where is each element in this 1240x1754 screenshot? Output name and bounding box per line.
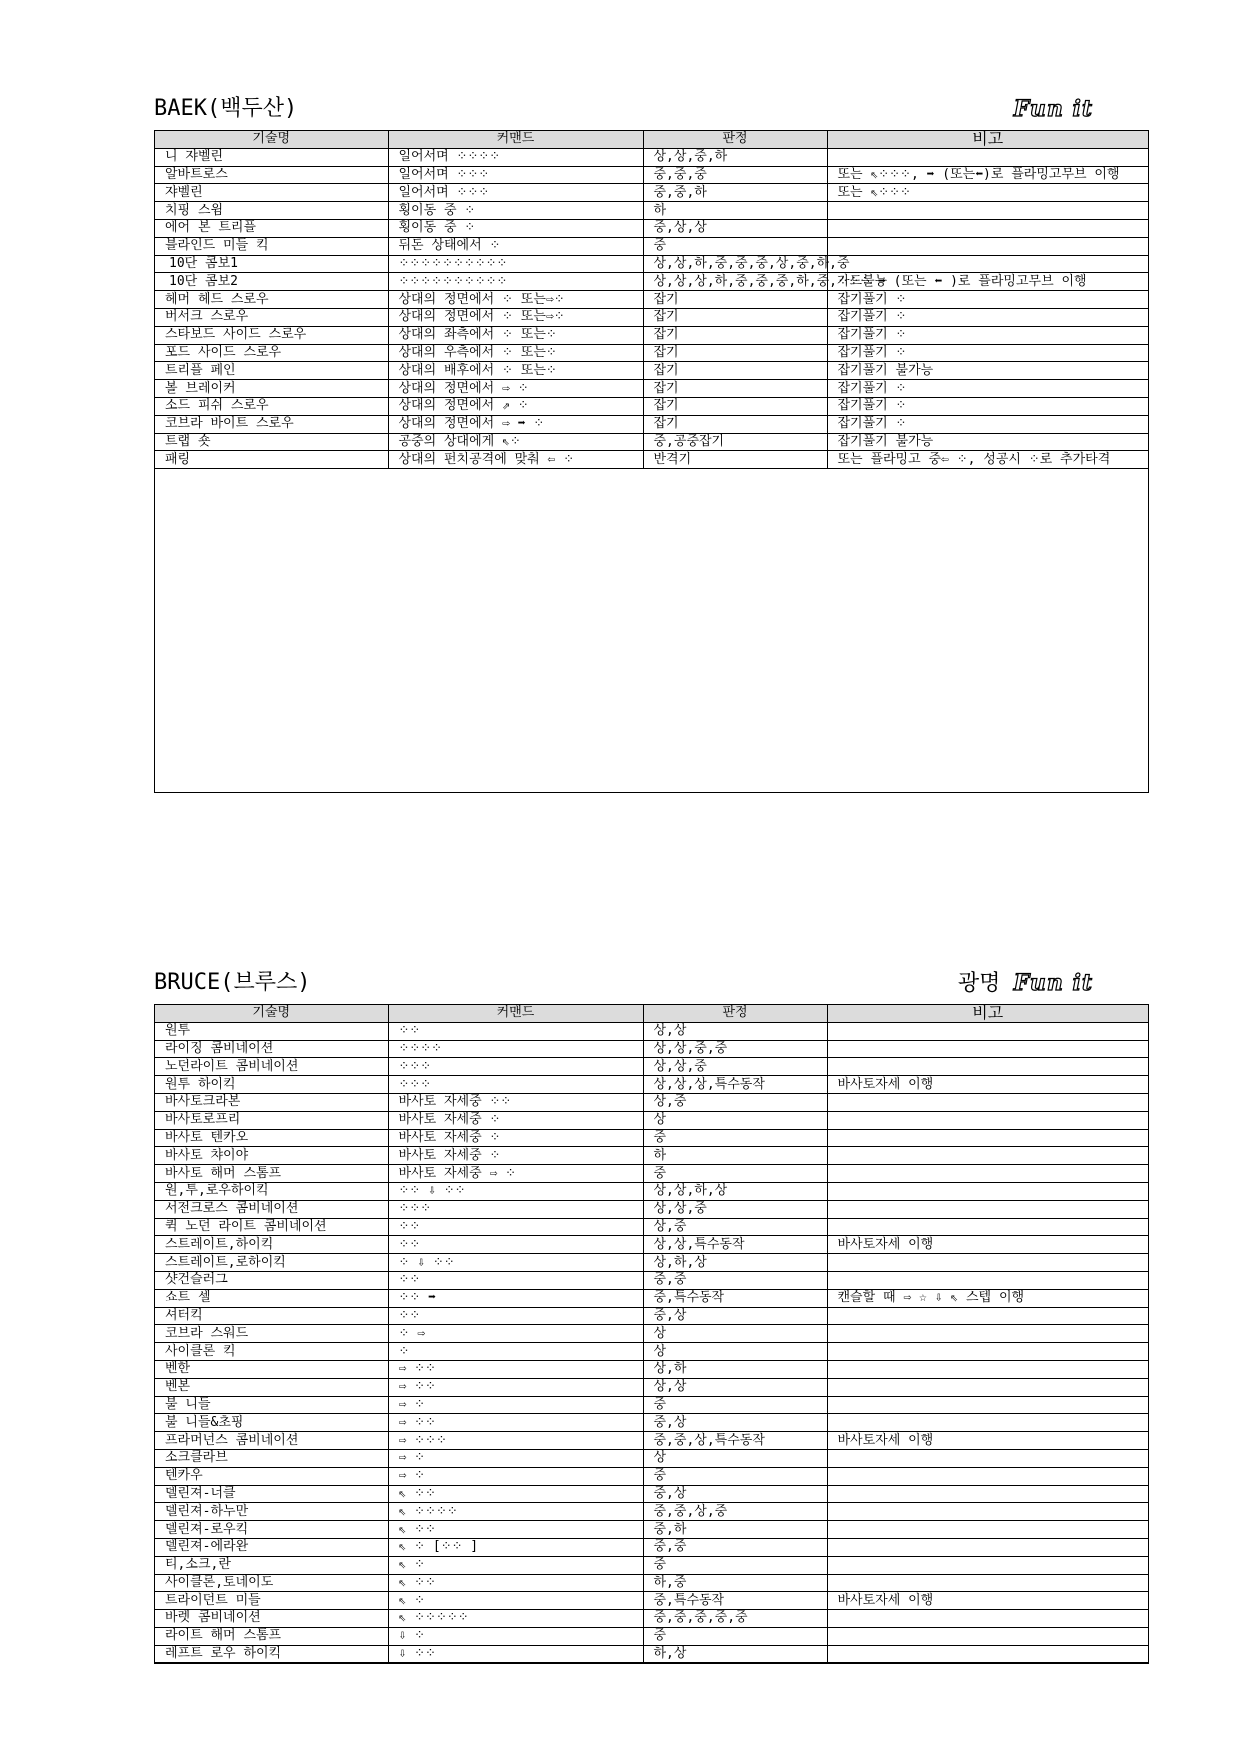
move-command: ⁘ ⇩ ⁘⁘	[388, 1254, 643, 1272]
header-judgement: 판정	[643, 131, 827, 148]
move-command: ⇩ ⁘⁘	[388, 1645, 643, 1663]
moves-table-frame	[154, 130, 1149, 793]
move-note: 잡기풀기 ⁘	[827, 344, 1148, 362]
move-judgement: 중,공중잡기	[643, 433, 827, 451]
move-judgement: 상,상,상,하,중,중,중,하,중,가드불능	[643, 273, 827, 291]
move-command: ⁘⁘	[388, 1307, 643, 1325]
table-row	[155, 1325, 1148, 1343]
move-note: 바사토자세 이행	[827, 1592, 1148, 1610]
move-note	[827, 1449, 1148, 1467]
table-row	[155, 166, 1148, 184]
move-name: 원투	[155, 1022, 388, 1040]
move-name: 트랩 숏	[155, 433, 388, 451]
move-note: 잡기풀기 불가능	[827, 433, 1148, 451]
move-command: 바사토 자세중 ⁘⁘	[388, 1093, 643, 1111]
move-command: ⁘⁘⁘	[388, 1076, 643, 1094]
table-row	[155, 1485, 1148, 1503]
move-command: ⇩ ⁘	[388, 1627, 643, 1645]
move-note	[827, 219, 1148, 237]
move-note: 바사토자세 이행	[827, 1432, 1148, 1450]
table-row	[155, 1360, 1148, 1378]
move-command: 공중의 상대에게 ⇖⁘	[388, 433, 643, 451]
move-command: 바사토 자세중 ⁘	[388, 1129, 643, 1147]
brand-label	[958, 970, 1093, 997]
table-row	[155, 148, 1148, 166]
move-note	[827, 1093, 1148, 1111]
move-command: ⇨ ⁘	[388, 1449, 643, 1467]
move-note: ⁘⁘⁘ ➡ (또는 ⬅ )로 플라밍고무브 이행	[827, 273, 1148, 291]
header-command: 커맨드	[388, 131, 643, 148]
move-command: ⇖ ⁘⁘	[388, 1521, 643, 1539]
move-judgement: 잡기	[643, 326, 827, 344]
move-name: 스타보드 사이드 스로우	[155, 326, 388, 344]
move-command: 횡이동 중 ⁘	[388, 219, 643, 237]
move-judgement: 상,상,중,중	[643, 1040, 827, 1058]
move-command: 횡이동 중 ⁘	[388, 202, 643, 220]
move-judgement: 중,상	[643, 1414, 827, 1432]
move-note	[827, 1307, 1148, 1325]
move-command: ⇨ ⁘⁘	[388, 1360, 643, 1378]
moves-table	[155, 1005, 1148, 1663]
move-command: ⁘	[388, 1343, 643, 1361]
move-name: 바사토 해머 스톰프	[155, 1165, 388, 1183]
move-note	[827, 1325, 1148, 1343]
header-name: 기술명	[155, 131, 388, 148]
move-note: 잡기풀기 ⁘	[827, 415, 1148, 433]
move-judgement: 반격기	[643, 451, 827, 469]
move-command: ⁘⁘⁘⁘	[388, 1040, 643, 1058]
table-row	[155, 1022, 1148, 1040]
move-name: 바사토 텐카오	[155, 1129, 388, 1147]
move-command: 바사토 자세중 ⁘	[388, 1111, 643, 1129]
section-title: BAEK(백두산)	[154, 96, 298, 121]
move-judgement: 중	[643, 237, 827, 255]
move-note: 잡기풀기 ⁘	[827, 397, 1148, 415]
move-name: 치핑 스윔	[155, 202, 388, 220]
move-command: ⇨ ⁘⁘	[388, 1378, 643, 1396]
brand-label	[1014, 96, 1093, 123]
move-note	[827, 1645, 1148, 1663]
move-judgement: 중,상	[643, 1307, 827, 1325]
move-judgement: 중,특수동작	[643, 1289, 827, 1307]
move-note	[827, 1485, 1148, 1503]
move-command: ⇨ ⁘⁘⁘	[388, 1432, 643, 1450]
move-judgement: 중	[643, 1627, 827, 1645]
move-note	[827, 255, 1148, 273]
move-name: 바렛 콤비네이션	[155, 1610, 388, 1628]
table-row	[155, 380, 1148, 398]
move-judgement: 중	[643, 1165, 827, 1183]
table-row	[155, 1503, 1148, 1521]
move-name: 티,소크,란	[155, 1556, 388, 1574]
move-command: 바사토 자세중 ⇨ ⁘	[388, 1165, 643, 1183]
move-name: 델린져-에라완	[155, 1538, 388, 1556]
move-name: 바사토 챠이야	[155, 1147, 388, 1165]
move-command: ⁘ ⇨	[388, 1325, 643, 1343]
move-name: 바사토로프리	[155, 1111, 388, 1129]
move-judgement: 상,상,상,특수동작	[643, 1076, 827, 1094]
move-note	[827, 1360, 1148, 1378]
move-judgement: 잡기	[643, 415, 827, 433]
move-note: 바사토자세 이행	[827, 1076, 1148, 1094]
move-judgement: 상,상,하,상	[643, 1182, 827, 1200]
move-name: 델린져-로우킥	[155, 1521, 388, 1539]
move-note	[827, 1467, 1148, 1485]
move-name: 포드 사이드 스로우	[155, 344, 388, 362]
table-row	[155, 1165, 1148, 1183]
move-name: 사이클론 킥	[155, 1343, 388, 1361]
move-note	[827, 1574, 1148, 1592]
move-note	[827, 1521, 1148, 1539]
table-row	[155, 1432, 1148, 1450]
move-command: 상대의 우측에서 ⁘ 또는⁘	[388, 344, 643, 362]
table-row	[155, 237, 1148, 255]
moves-table	[155, 131, 1148, 469]
move-judgement: 중,중	[643, 1271, 827, 1289]
move-name: 불 니들	[155, 1396, 388, 1414]
move-judgement: 중,중,상,특수동작	[643, 1432, 827, 1450]
move-name: 10단 콤보1	[155, 255, 388, 273]
table-row	[155, 273, 1148, 291]
move-judgement: 중,상	[643, 1485, 827, 1503]
move-judgement: 하	[643, 1147, 827, 1165]
move-name: 헤머 헤드 스로우	[155, 291, 388, 309]
move-name: 원,투,로우하이킥	[155, 1182, 388, 1200]
move-judgement: 중	[643, 1467, 827, 1485]
move-name: 레프트 로우 하이킥	[155, 1645, 388, 1663]
move-name: 스트레이트,로하이킥	[155, 1254, 388, 1272]
move-name: 텐카우	[155, 1467, 388, 1485]
move-name: 샷건슬러그	[155, 1271, 388, 1289]
move-note	[827, 1182, 1148, 1200]
table-row	[155, 291, 1148, 309]
move-judgement: 상,상	[643, 1378, 827, 1396]
move-judgement: 상,상,중	[643, 1200, 827, 1218]
move-note	[827, 1503, 1148, 1521]
move-note	[827, 1200, 1148, 1218]
move-judgement: 상,하,상	[643, 1254, 827, 1272]
table-row	[155, 1467, 1148, 1485]
move-name: 패링	[155, 451, 388, 469]
table-row	[155, 1182, 1148, 1200]
move-name: 코브라 바이트 스로우	[155, 415, 388, 433]
move-command: ⇖ ⁘⁘⁘⁘	[388, 1503, 643, 1521]
move-name: 벤한	[155, 1360, 388, 1378]
header-name: 기술명	[155, 1005, 388, 1022]
move-note	[827, 1058, 1148, 1076]
move-name: 셔터킥	[155, 1307, 388, 1325]
move-judgement: 상	[643, 1325, 827, 1343]
move-judgement: 잡기	[643, 308, 827, 326]
move-command: 일어서며 ⁘⁘⁘	[388, 184, 643, 202]
table-row	[155, 219, 1148, 237]
move-command: ⁘⁘⁘⁘⁘⁘⁘⁘⁘⁘	[388, 255, 643, 273]
move-note	[827, 1414, 1148, 1432]
brand-logo: Fun it	[1013, 970, 1093, 996]
move-judgement: 중,중,상,중	[643, 1503, 827, 1521]
move-command: ⇖ ⁘	[388, 1556, 643, 1574]
move-note: 잡기풀기 ⁘	[827, 326, 1148, 344]
move-judgement: 상	[643, 1111, 827, 1129]
move-judgement: 상,상,중,하	[643, 148, 827, 166]
move-judgement: 상,하	[643, 1360, 827, 1378]
move-command: ⇨ ⁘	[388, 1396, 643, 1414]
table-row	[155, 362, 1148, 380]
move-name: 델린져-너클	[155, 1485, 388, 1503]
move-note	[827, 1218, 1148, 1236]
move-note	[827, 1129, 1148, 1147]
table-row	[155, 1289, 1148, 1307]
move-name: 볼 브레이커	[155, 380, 388, 398]
move-note	[827, 1165, 1148, 1183]
move-note: 또는 플라밍고 중⇦ ⁘, 성공시 ⁘로 추가타격	[827, 451, 1148, 469]
table-row	[155, 415, 1148, 433]
moves-table-frame	[154, 1004, 1149, 1664]
move-note	[827, 148, 1148, 166]
move-command: ⇖ ⁘	[388, 1592, 643, 1610]
move-judgement: 중,하	[643, 1521, 827, 1539]
move-note	[827, 1343, 1148, 1361]
move-judgement: 중	[643, 1556, 827, 1574]
move-name: 블라인드 미들 킥	[155, 237, 388, 255]
move-command: 상대의 정면에서 ⁘ 또는⇨⁘	[388, 308, 643, 326]
move-note	[827, 1627, 1148, 1645]
move-judgement: 중,중,중	[643, 166, 827, 184]
move-note	[827, 1378, 1148, 1396]
move-name: 니 쟈벨린	[155, 148, 388, 166]
move-judgement: 잡기	[643, 380, 827, 398]
table-row	[155, 1627, 1148, 1645]
move-note: 또는 ⇖⁘⁘⁘	[827, 184, 1148, 202]
brand-logo: Fun it	[1013, 96, 1093, 122]
table-row	[155, 1556, 1148, 1574]
move-command: ⁘⁘	[388, 1271, 643, 1289]
move-command: 상대의 정면에서 ⇨ ⁘	[388, 380, 643, 398]
move-note	[827, 1271, 1148, 1289]
table-row	[155, 433, 1148, 451]
table-row	[155, 202, 1148, 220]
move-command: ⇨ ⁘⁘	[388, 1414, 643, 1432]
move-judgement: 상,중	[643, 1218, 827, 1236]
move-judgement: 잡기	[643, 362, 827, 380]
move-command: ⁘⁘ ➡	[388, 1289, 643, 1307]
move-command: 일어서며 ⁘⁘⁘	[388, 166, 643, 184]
move-name: 바사토크라본	[155, 1093, 388, 1111]
move-name: 에어 본 트리플	[155, 219, 388, 237]
move-name: 스트레이트,하이킥	[155, 1236, 388, 1254]
table-row	[155, 1129, 1148, 1147]
move-command: 뒤돈 상태에서 ⁘	[388, 237, 643, 255]
move-command: 상대의 정면에서 ⇨ ➡ ⁘	[388, 415, 643, 433]
move-note: 바사토자세 이행	[827, 1236, 1148, 1254]
move-name: 불 니들&초핑	[155, 1414, 388, 1432]
table-row	[155, 1592, 1148, 1610]
header-note: 비고	[827, 1005, 1148, 1022]
move-name: 원투 하이킥	[155, 1076, 388, 1094]
section-title: BRUCE(브루스)	[154, 970, 311, 995]
move-note	[827, 1538, 1148, 1556]
move-command: 바사토 자세중 ⁘	[388, 1147, 643, 1165]
move-note	[827, 1022, 1148, 1040]
table-row	[155, 451, 1148, 469]
move-command: 상대의 배후에서 ⁘ 또는⁘	[388, 362, 643, 380]
move-name: 트리플 페인	[155, 362, 388, 380]
move-command: ⇖ ⁘⁘	[388, 1574, 643, 1592]
move-note	[827, 1610, 1148, 1628]
table-row	[155, 1378, 1148, 1396]
move-command: ⇖ ⁘⁘	[388, 1485, 643, 1503]
table-row	[155, 1218, 1148, 1236]
move-command: ⁘⁘	[388, 1022, 643, 1040]
move-judgement: 상,상,하,중,중,중,상,중,하,중	[643, 255, 827, 273]
table-row	[155, 1449, 1148, 1467]
table-row	[155, 1521, 1148, 1539]
move-name: 소드 피쉬 스로우	[155, 397, 388, 415]
move-note	[827, 1111, 1148, 1129]
move-name: 코브라 스워드	[155, 1325, 388, 1343]
table-row	[155, 1076, 1148, 1094]
move-note: 캔슬할 때 ⇨ ☆ ⇩ ⇖ 스텝 이행	[827, 1289, 1148, 1307]
move-judgement: 잡기	[643, 344, 827, 362]
table-row	[155, 1645, 1148, 1663]
table-row	[155, 1414, 1148, 1432]
table-row	[155, 1343, 1148, 1361]
table-row	[155, 1254, 1148, 1272]
move-name: 서전크로스 콤비네이션	[155, 1200, 388, 1218]
move-name: 버서크 스로우	[155, 308, 388, 326]
move-command: 상대의 펀치공격에 맞춰 ⇦ ⁘	[388, 451, 643, 469]
move-command: ⇨ ⁘	[388, 1467, 643, 1485]
table-row	[155, 308, 1148, 326]
move-command: 상대의 정면에서 ⇗ ⁘	[388, 397, 643, 415]
move-judgement: 하	[643, 202, 827, 220]
table-row	[155, 344, 1148, 362]
table-header-row	[155, 131, 1148, 148]
move-judgement: 중	[643, 1396, 827, 1414]
header-note: 비고	[827, 131, 1148, 148]
move-note	[827, 1040, 1148, 1058]
move-command: 상대의 정면에서 ⁘ 또는⇨⁘	[388, 291, 643, 309]
move-command: ⇖ ⁘⁘⁘⁘⁘	[388, 1610, 643, 1628]
move-name: 쟈벨린	[155, 184, 388, 202]
move-name: 델린져-하누만	[155, 1503, 388, 1521]
move-command: ⇖ ⁘ [⁘⁘ ]	[388, 1538, 643, 1556]
table-row	[155, 1307, 1148, 1325]
move-command: 일어서며 ⁘⁘⁘⁘	[388, 148, 643, 166]
move-note: 또는 ⇖⁘⁘⁘, ➡ (또는⬅)로 플라밍고무브 이행	[827, 166, 1148, 184]
move-name: 라이트 해머 스톰프	[155, 1627, 388, 1645]
table-header-row	[155, 1005, 1148, 1022]
move-name: 소크클라브	[155, 1449, 388, 1467]
table-row	[155, 397, 1148, 415]
move-note: 잡기풀기 불가능	[827, 362, 1148, 380]
move-judgement: 상	[643, 1449, 827, 1467]
move-name: 알바트로스	[155, 166, 388, 184]
header-command: 커맨드	[388, 1005, 643, 1022]
table-row	[155, 1093, 1148, 1111]
move-command: ⁘⁘⁘	[388, 1200, 643, 1218]
move-judgement: 잡기	[643, 291, 827, 309]
brand-prefix: 광명	[957, 971, 1001, 996]
table-row	[155, 1147, 1148, 1165]
move-note	[827, 1396, 1148, 1414]
move-note: 잡기풀기 ⁘	[827, 308, 1148, 326]
move-name: 10단 콤보2	[155, 273, 388, 291]
table-row	[155, 1236, 1148, 1254]
move-note	[827, 237, 1148, 255]
move-judgement: 잡기	[643, 397, 827, 415]
table-row	[155, 1200, 1148, 1218]
move-name: 라이징 콤비네이션	[155, 1040, 388, 1058]
table-row	[155, 1574, 1148, 1592]
move-command: 상대의 좌측에서 ⁘ 또는⁘	[388, 326, 643, 344]
move-name: 쇼트 셀	[155, 1289, 388, 1307]
table-row	[155, 326, 1148, 344]
table-row	[155, 1538, 1148, 1556]
move-command: ⁘⁘	[388, 1236, 643, 1254]
table-row	[155, 184, 1148, 202]
move-judgement: 중,상,상	[643, 219, 827, 237]
move-command: ⁘⁘ ⇩ ⁘⁘	[388, 1182, 643, 1200]
table-row	[155, 1610, 1148, 1628]
move-judgement: 중,중	[643, 1538, 827, 1556]
move-judgement: 상	[643, 1343, 827, 1361]
move-judgement: 상,중	[643, 1093, 827, 1111]
move-command: ⁘⁘	[388, 1218, 643, 1236]
table-row	[155, 1040, 1148, 1058]
table-row	[155, 1396, 1148, 1414]
table-row	[155, 255, 1148, 273]
table-row	[155, 1271, 1148, 1289]
move-note	[827, 202, 1148, 220]
move-name: 트라이던트 미들	[155, 1592, 388, 1610]
move-judgement: 중,중,중,중,중	[643, 1610, 827, 1628]
move-name: 퀵 노던 라이트 콤비네이션	[155, 1218, 388, 1236]
move-judgement: 상,상	[643, 1022, 827, 1040]
move-note	[827, 1556, 1148, 1574]
table-row	[155, 1111, 1148, 1129]
move-judgement: 상,상,중	[643, 1058, 827, 1076]
move-judgement: 중,중,하	[643, 184, 827, 202]
move-judgement: 중	[643, 1129, 827, 1147]
table-row	[155, 1058, 1148, 1076]
move-note	[827, 1147, 1148, 1165]
move-judgement: 하,중	[643, 1574, 827, 1592]
move-name: 프라머넌스 콤비네이션	[155, 1432, 388, 1450]
move-note	[827, 1254, 1148, 1272]
move-name: 노던라이트 콤비네이션	[155, 1058, 388, 1076]
move-note: 잡기풀기 ⁘	[827, 291, 1148, 309]
move-command: ⁘⁘⁘	[388, 1058, 643, 1076]
move-note: 잡기풀기 ⁘	[827, 380, 1148, 398]
header-judgement: 판정	[643, 1005, 827, 1022]
move-command: ⁘⁘⁘⁘⁘⁘⁘⁘⁘⁘	[388, 273, 643, 291]
move-name: 벤본	[155, 1378, 388, 1396]
move-judgement: 하,상	[643, 1645, 827, 1663]
move-judgement: 상,상,특수동작	[643, 1236, 827, 1254]
move-judgement: 중,특수동작	[643, 1592, 827, 1610]
move-name: 사이클론,토네이도	[155, 1574, 388, 1592]
